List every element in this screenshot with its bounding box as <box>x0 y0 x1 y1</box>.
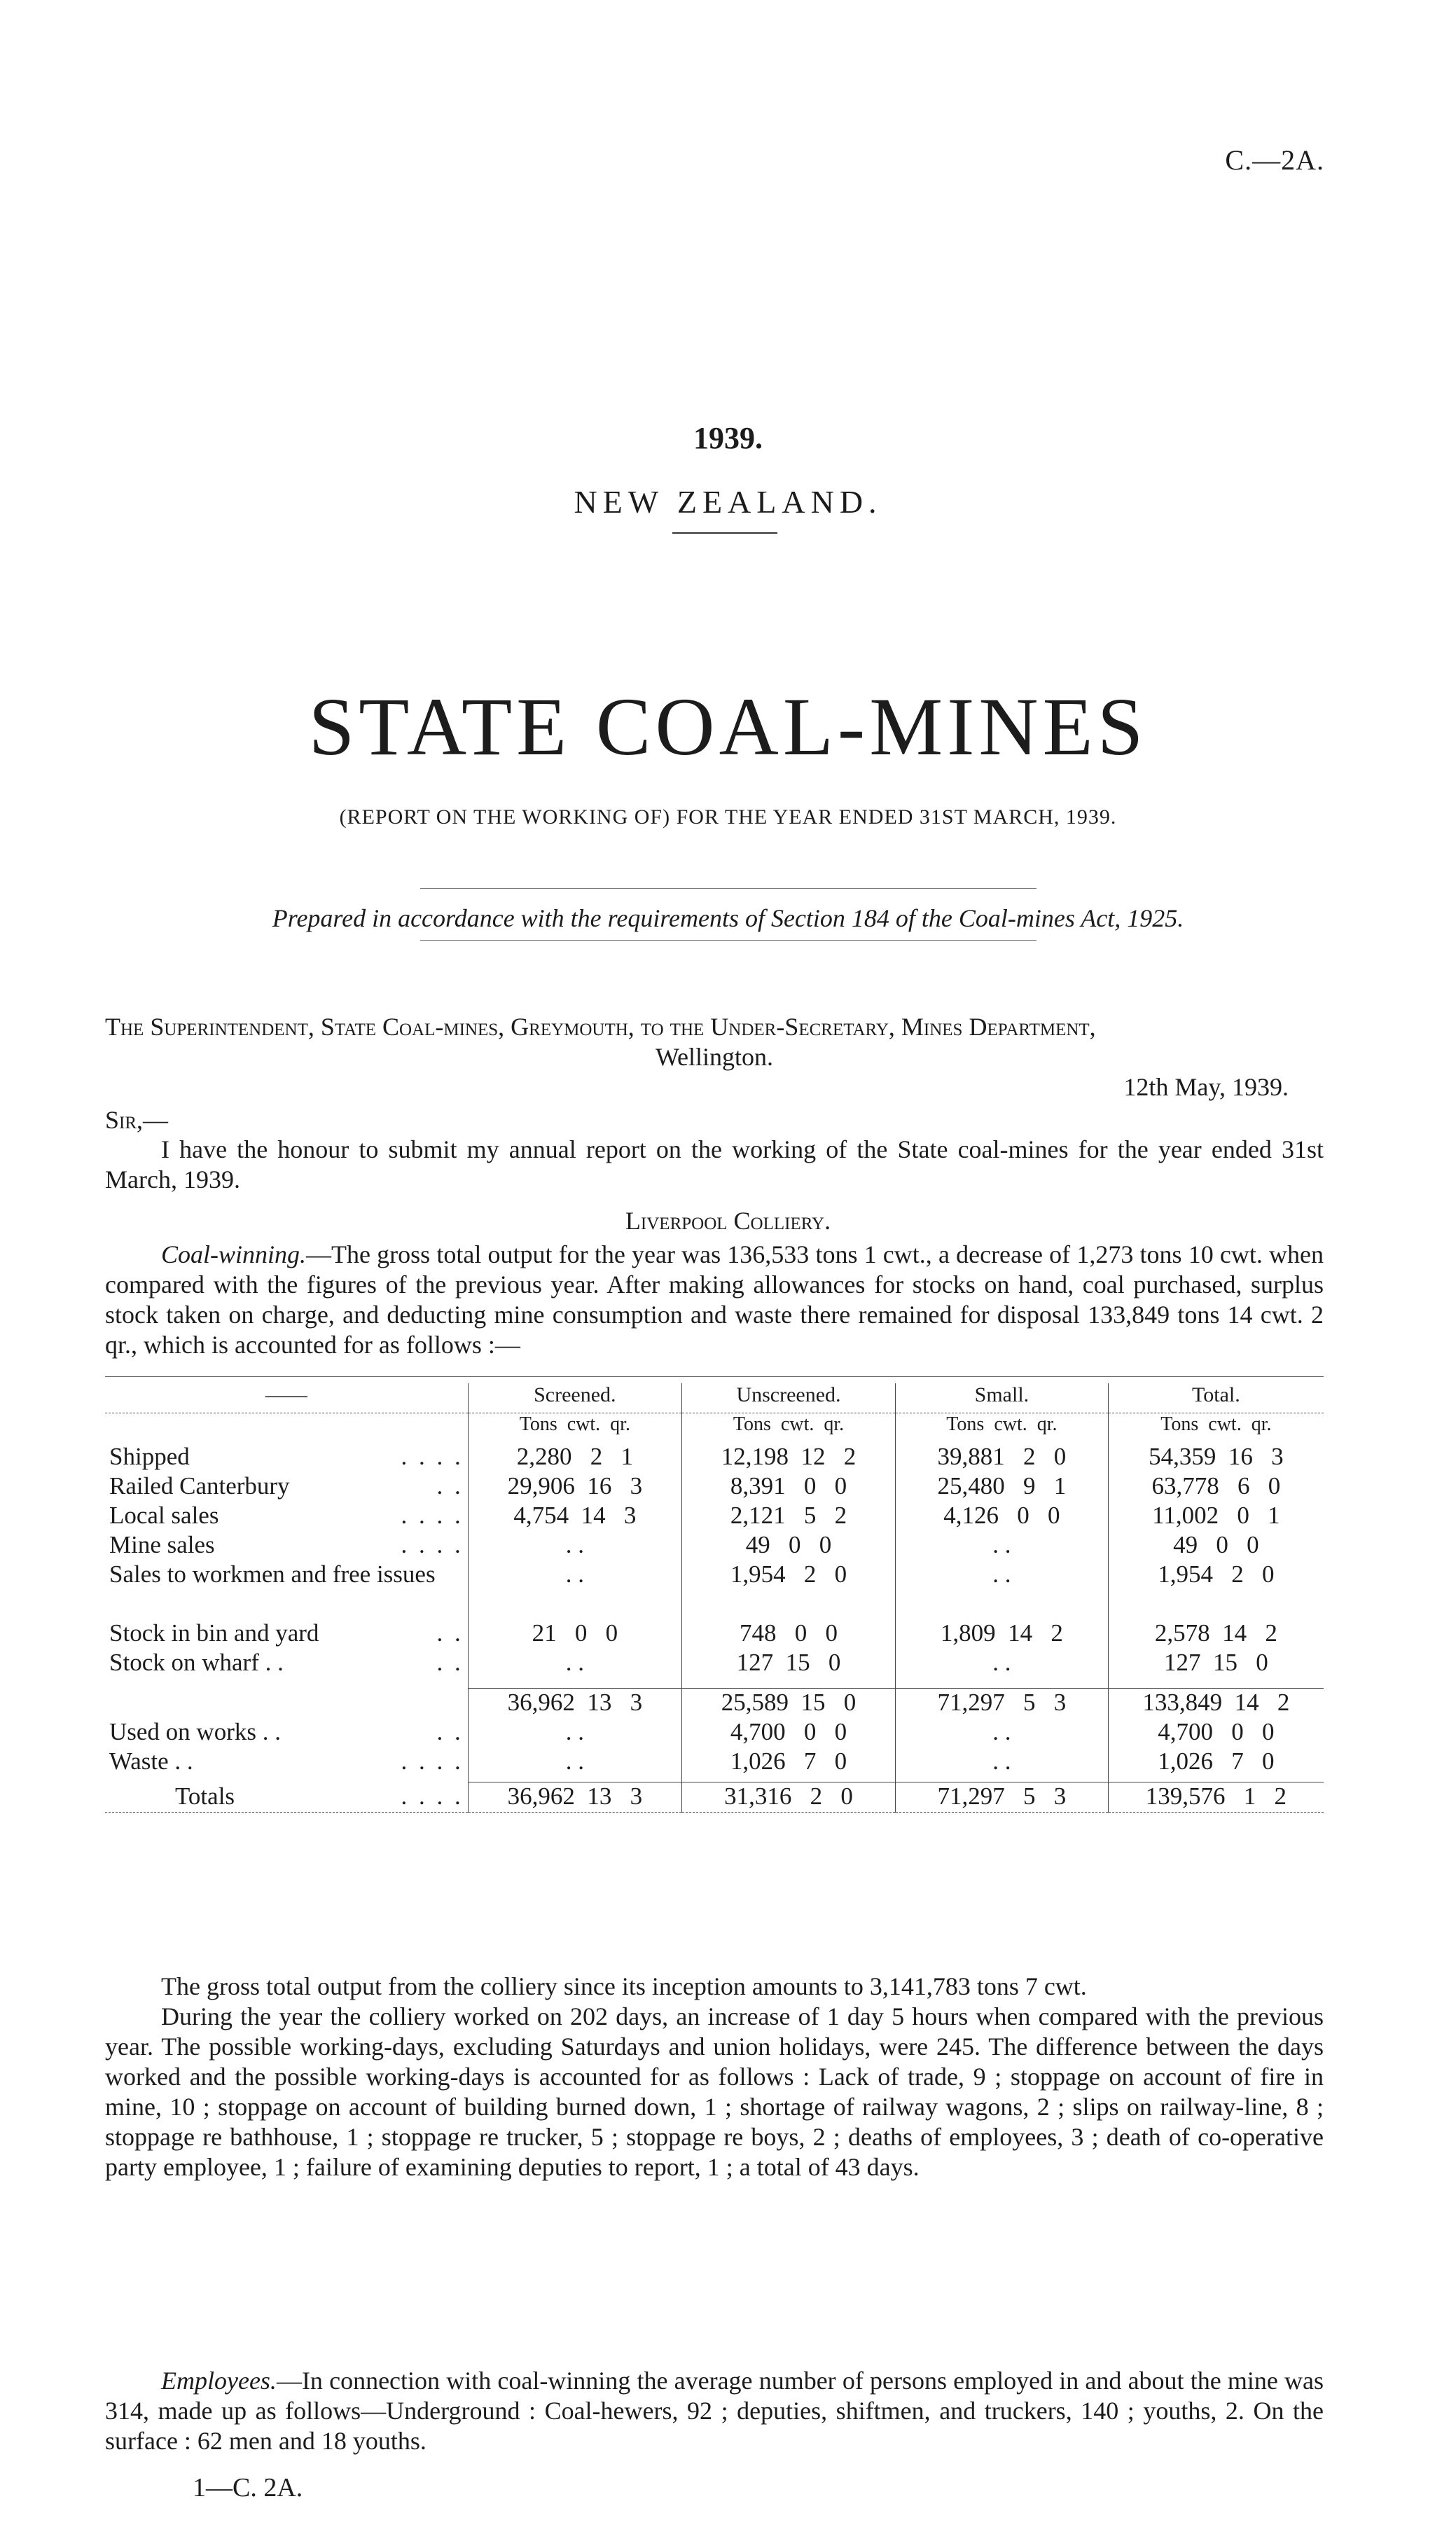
units-cell: Tons cwt. qr. <box>681 1413 895 1443</box>
table-row <box>105 1619 1324 1649</box>
units-blank <box>105 1413 468 1443</box>
cell-screened: 29,906 16 3 <box>468 1472 681 1502</box>
section-heading: Liverpool Colliery. <box>625 1207 831 1235</box>
cell-unscreened: 4,700 0 0 <box>681 1718 895 1747</box>
cell-total: 127 15 0 <box>1108 1649 1324 1688</box>
cell-small: . . <box>896 1747 1109 1782</box>
cell-total: 63,778 6 0 <box>1108 1472 1324 1502</box>
cell-unscreened: 748 0 0 <box>681 1619 895 1649</box>
report-title: STATE COAL-MINES <box>308 681 1148 773</box>
header-unscreened: Unscreened. <box>681 1383 895 1413</box>
totals-total: 139,576 1 2 <box>1108 1782 1324 1813</box>
leader-dots: . . <box>436 1649 464 1676</box>
output-table <box>105 1383 1324 1813</box>
page-reference: 1—C. 2A. <box>193 2473 303 2502</box>
leader-dots: . . . . <box>401 1531 464 1558</box>
cell-unscreened: 8,391 0 0 <box>681 1472 895 1502</box>
table-row <box>105 1443 1324 1472</box>
coal-winning-label: Coal-winning. <box>161 1240 307 1268</box>
row-label: Railed Canterbury <box>109 1472 290 1500</box>
cell-total: 11,002 0 1 <box>1108 1502 1324 1531</box>
totals-small: 71,297 5 3 <box>896 1782 1109 1813</box>
cell-screened: 4,754 14 3 <box>468 1502 681 1531</box>
header-total: Total. <box>1108 1383 1324 1413</box>
row-label: Waste . . <box>109 1747 193 1775</box>
table-row <box>105 1531 1324 1560</box>
table-row <box>105 1649 1324 1688</box>
cell-unscreened: 1,954 2 0 <box>681 1560 895 1619</box>
cell-screened: . . <box>468 1649 681 1688</box>
cell-screened: . . <box>468 1560 681 1619</box>
output-paragraph: The gross total output from the colliery since its inception amounts to 3,141,783 tons 7 cwt. <box>161 1972 1087 2000</box>
units-cell: Tons cwt. qr. <box>896 1413 1109 1443</box>
leader-dots: . . . . <box>401 1502 464 1529</box>
header-small: Small. <box>896 1383 1109 1413</box>
divider <box>672 532 777 534</box>
table-row <box>105 1502 1324 1531</box>
cell-total: 2,578 14 2 <box>1108 1619 1324 1649</box>
coal-winning-paragraph <box>105 1240 1324 1360</box>
cell-total: 1,026 7 0 <box>1108 1747 1324 1782</box>
subtotal-blank <box>105 1688 468 1718</box>
table-header-row <box>105 1383 1324 1413</box>
cell-small: 4,126 0 0 <box>896 1502 1109 1531</box>
row-label: Local sales <box>109 1502 219 1529</box>
letter-date: 12th May, 1939. <box>1123 1073 1289 1101</box>
totals-unscreened: 31,316 2 0 <box>681 1782 895 1813</box>
row-label: Stock on wharf . . <box>109 1649 284 1676</box>
subtotal-unscreened: 25,589 15 0 <box>681 1688 895 1718</box>
table-row <box>105 1560 1324 1619</box>
letter-address <box>105 1012 1324 1102</box>
leader-dots: . . <box>436 1717 464 1745</box>
report-subtitle: (REPORT ON THE WORKING OF) FOR THE YEAR ENDED 31ST MARCH, 1939. <box>339 805 1117 829</box>
subtotal-total: 133,849 14 2 <box>1108 1688 1324 1718</box>
cell-screened: 2,280 2 1 <box>468 1443 681 1472</box>
document-code: C.—2A. <box>1225 144 1324 176</box>
cell-screened: 21 0 0 <box>468 1619 681 1649</box>
cell-small: . . <box>896 1718 1109 1747</box>
row-label: Sales to workmen and free issues <box>109 1560 436 1588</box>
cell-small: 25,480 9 1 <box>896 1472 1109 1502</box>
subtotal-small: 71,297 5 3 <box>896 1688 1109 1718</box>
employees-label: Employees. <box>161 2367 277 2395</box>
employees-text: —In connection with coal-winning the average number of persons employed in and about the mine was 314, made up as follows—Underground : Coal-hewers, 92 ; deputies, shiftmen, and truckers, 140 ; youths, 2. On the surface : 62 men and 18 youths. <box>105 2367 1324 2455</box>
cell-unscreened: 12,198 12 2 <box>681 1443 895 1472</box>
divider <box>420 888 1036 889</box>
leader-dots: . . <box>436 1472 464 1500</box>
report-year: 1939. <box>693 421 763 455</box>
cell-unscreened: 1,026 7 0 <box>681 1747 895 1782</box>
salutation: Sir,— <box>105 1106 169 1134</box>
table-row <box>105 1747 1324 1782</box>
cell-screened: . . <box>468 1718 681 1747</box>
totals-screened: 36,962 13 3 <box>468 1782 681 1813</box>
cell-total: 4,700 0 0 <box>1108 1718 1324 1747</box>
table-row <box>105 1472 1324 1502</box>
table-row <box>105 1718 1324 1747</box>
cell-total: 54,359 16 3 <box>1108 1443 1324 1472</box>
address-line-1: The Superintendent, State Coal-mines, Greymouth, to the Under-Secretary, Mines Department, <box>105 1013 1096 1041</box>
cell-unscreened: 127 15 0 <box>681 1649 895 1688</box>
employees-paragraph <box>105 2366 1324 2456</box>
row-label: Used on works . . <box>109 1717 281 1745</box>
cell-screened: . . <box>468 1531 681 1560</box>
row-label: Stock in bin and yard <box>109 1619 319 1647</box>
cell-unscreened: 49 0 0 <box>681 1531 895 1560</box>
table-top-rule <box>105 1376 1324 1377</box>
cell-unscreened: 2,121 5 2 <box>681 1502 895 1531</box>
header-screened: Screened. <box>468 1383 681 1413</box>
prepared-note: Prepared in accordance with the requirements of Section 184 of the Coal-mines Act, 1925. <box>272 904 1184 932</box>
leader-dots: . . . . <box>401 1443 464 1470</box>
cell-total: 49 0 0 <box>1108 1531 1324 1560</box>
cell-small: 1,809 14 2 <box>896 1619 1109 1649</box>
header-blank: —— <box>105 1383 468 1413</box>
cell-total: 1,954 2 0 <box>1108 1560 1324 1619</box>
units-cell: Tons cwt. qr. <box>1108 1413 1324 1443</box>
totals-label: Totals <box>175 1782 235 1810</box>
days-paragraph: During the year the colliery worked on 202 days, an increase of 1 day 5 hours when compared with the previous year. The possible working-days, excluding Saturdays and union holidays, were 245. The difference between the days worked and the possible working-days is accounted for as follows : Lack of trade, 9 ; stoppage on account of fire in mine, 10 ; stoppage on account of building burned down, 1 ; shortage of railway wagons, 2 ; slips on railway-line, 8 ; stoppage re bathhouse, 1 ; stoppage re trucker, 5 ; stoppage re boys, 2 ; deaths of employees, 3 ; death of co-operative party employee, 1 ; failure of examining deputies to report, 1 ; a total of 43 days. <box>105 2002 1324 2181</box>
cell-small: 39,881 2 0 <box>896 1443 1109 1472</box>
units-cell: Tons cwt. qr. <box>468 1413 681 1443</box>
subtotal-row <box>105 1688 1324 1718</box>
leader-dots: . . . . <box>401 1782 464 1810</box>
divider <box>420 940 1036 941</box>
cell-small: . . <box>896 1560 1109 1619</box>
row-label: Shipped <box>109 1443 190 1470</box>
cell-screened: . . <box>468 1747 681 1782</box>
row-label: Mine sales <box>109 1531 215 1558</box>
units-row <box>105 1413 1324 1443</box>
leader-dots: . . <box>436 1619 464 1647</box>
cell-small: . . <box>896 1531 1109 1560</box>
cell-small: . . <box>896 1649 1109 1688</box>
country-heading: NEW ZEALAND. <box>574 484 882 520</box>
subtotal-screened: 36,962 13 3 <box>468 1688 681 1718</box>
intro-paragraph: I have the honour to submit my annual report on the working of the State coal-mines for the year ended 31st March, 1939. <box>105 1135 1324 1193</box>
coal-winning-text: —The gross total output for the year was 136,533 tons 1 cwt., a decrease of 1,273 tons 10 cwt. when compared with the figures of the previous year. After making allowances for stocks on hand, coal purchased, surplus stock taken on charge, and deducting mine consumption and waste there remained for disposal 133,849 tons 14 cwt. 2 qr., which is accounted for as follows :— <box>105 1240 1324 1359</box>
leader-dots: . . . . <box>401 1747 464 1775</box>
address-line-2: Wellington. <box>655 1043 774 1071</box>
totals-row <box>105 1782 1324 1813</box>
